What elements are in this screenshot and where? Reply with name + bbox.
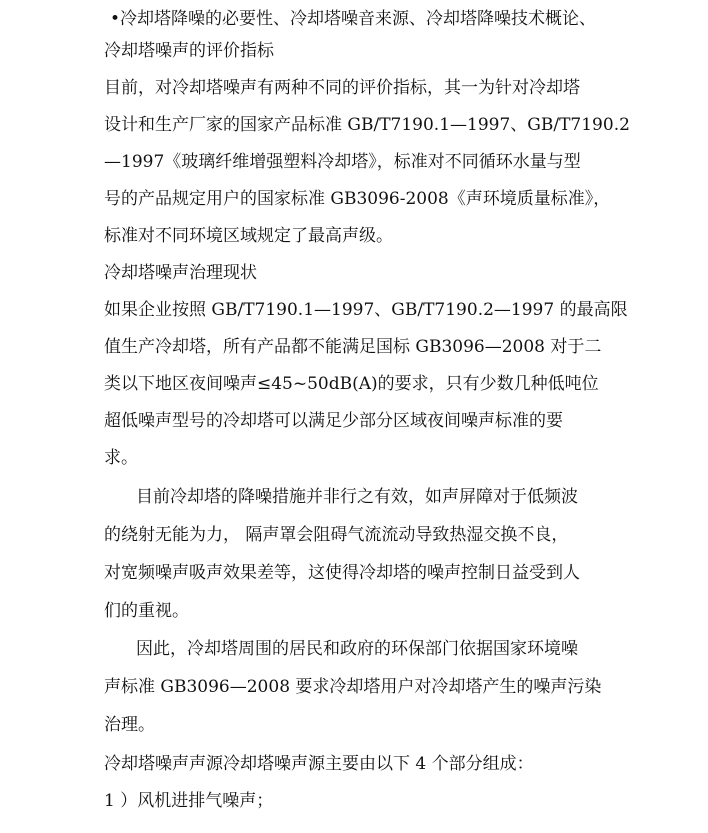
paragraph-status-line-4: 超低噪声型号的冷却塔可以满足少部分区域夜间噪声标准的要 xyxy=(104,411,563,431)
paragraph-measures-line-4: 们的重视。 xyxy=(104,601,189,621)
paragraph-eval-line-4: 号的产品规定用户的国家标准 GB3096-2008《声环境质量标准》， xyxy=(104,189,611,209)
paragraph-measures-line-3: 对宽频噪声吸声效果差等，这使得冷却塔的噪声控制日益受到人 xyxy=(104,563,580,583)
paragraph-measures-line-2: 的绕射无能为力， 隔声罩会阻碍气流流动导致热湿交换不良， xyxy=(104,525,569,545)
paragraph-eval-line-3: —1997《玻璃纤维增强塑料冷却塔》，标准对不同循环水量与型 xyxy=(104,152,581,172)
paragraph-status-line-2: 值生产冷却塔，所有产品都不能满足国标 GB3096—2008 对于二 xyxy=(104,337,602,357)
paragraph-eval-line-2: 设计和生产厂家的国家产品标准 GB/T7190.1—1997、GB/T7190.2 xyxy=(104,115,630,135)
paragraph-therefore-line-2: 声标准 GB3096—2008 要求冷却塔用户对冷却塔产生的噪声污染 xyxy=(104,677,602,697)
paragraph-status-line-3: 类以下地区夜间噪声≤45~50dB(A)的要求，只有少数几种低吨位 xyxy=(104,374,599,394)
section-title: 冷却塔噪声治理现状 xyxy=(104,263,257,283)
paragraph-measures-line-1: 目前冷却塔的降噪措施并非行之有效，如声屏障对于低频波 xyxy=(136,487,578,507)
paragraph-status-line-5: 求。 xyxy=(104,448,138,468)
list-item-1: 1 ）风机进排气噪声； xyxy=(104,791,274,811)
paragraph-therefore-line-3: 治理。 xyxy=(104,715,155,735)
paragraph-therefore-line-1: 因此，冷却塔周围的居民和政府的环保部门依据国家环境噪 xyxy=(136,639,578,659)
heading-line-2: 冷却塔噪声的评价指标 xyxy=(104,41,274,61)
paragraph-eval-line-1: 目前，对冷却塔噪声有两种不同的评价指标，其一为针对冷却塔 xyxy=(104,78,580,98)
paragraph-status-line-1: 如果企业按照 GB/T7190.1—1997、GB/T7190.2—1997 的最高限 xyxy=(104,300,628,320)
paragraph-eval-line-5: 标准对不同环境区域规定了最高声级。 xyxy=(104,226,393,246)
source-intro: 冷却塔噪声声源冷却塔噪声源主要由以下 4 个部分组成： xyxy=(104,754,534,774)
heading-line-1: •冷却塔降噪的必要性、冷却塔噪音来源、冷却塔降噪技术概论、 xyxy=(110,9,597,29)
